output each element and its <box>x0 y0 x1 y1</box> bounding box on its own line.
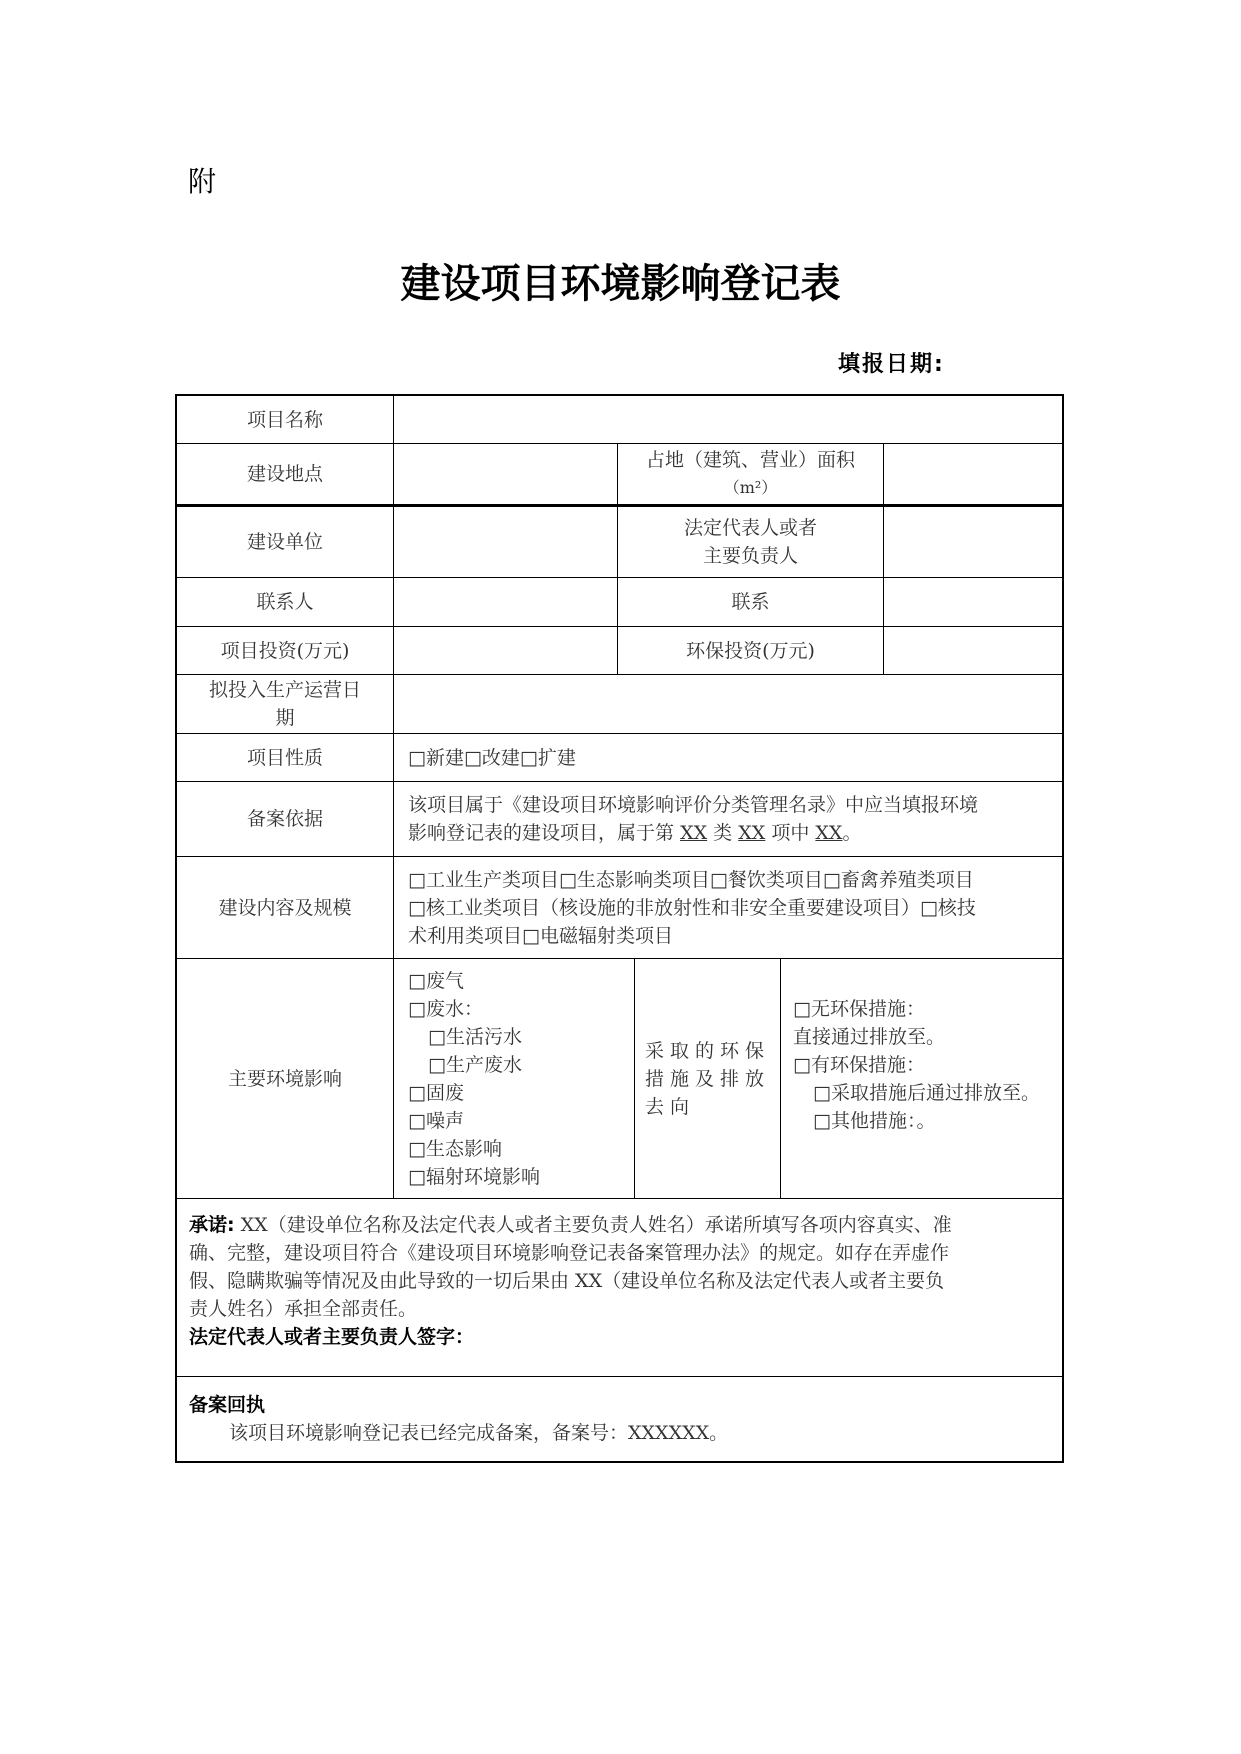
impact-waste-gas[interactable]: □废气 <box>408 969 464 992</box>
area-label-line1: 占地（建筑、营业）面积 <box>645 449 855 471</box>
measure-has[interactable]: □有环保措施： <box>793 1054 925 1076</box>
row-divider <box>177 1376 1062 1377</box>
area-label <box>618 444 883 504</box>
pledge-line3: 假、隐瞒欺骗等情况及由此导致的一切后果由 XX（建设单位名称及法定代表人或者主要负 <box>189 1270 945 1292</box>
pledge-line2: 确、完整，建设项目符合《建设项目环境影响登记表备案管理办法》的规定。如存在弄虚作 <box>189 1242 950 1264</box>
main-env-impact-label: 主要环境影响 <box>227 1067 342 1090</box>
row-divider <box>177 1198 1062 1199</box>
construction-unit-field[interactable] <box>394 506 617 577</box>
project-name-label: 项目名称 <box>246 408 323 431</box>
impact-radiation[interactable]: □辐射环境影响 <box>408 1165 540 1188</box>
area-field[interactable] <box>884 444 1062 504</box>
operation-date-label-line1: 拟投入生产运营日 <box>208 679 361 701</box>
content-scale-label: 建设内容及规模 <box>218 896 352 919</box>
construction-unit-label: 建设单位 <box>246 530 323 553</box>
nature-option-rebuild[interactable]: □改建 <box>463 746 520 769</box>
area-label-unit: （m²） <box>723 478 778 497</box>
operation-date-label-line2: 期 <box>275 707 295 729</box>
project-investment-field[interactable] <box>394 627 617 674</box>
measures-label-line2: 措施及排放 <box>645 1067 771 1090</box>
project-name-field[interactable] <box>394 396 1062 443</box>
signature-label: 法定代表人或者主要负责人签字： <box>189 1326 475 1348</box>
env-investment-field[interactable] <box>884 627 1062 674</box>
legal-rep-label-line1: 法定代表人或者 <box>683 516 817 539</box>
impact-options <box>394 959 634 1198</box>
contact-field[interactable] <box>884 578 1062 626</box>
content-line1[interactable]: □工业生产类项目□生态影响类项目□餐饮类项目□畜禽养殖类项目 <box>408 868 974 891</box>
measure-after-treatment[interactable]: □采取措施后通过排放至。 <box>813 1082 1040 1104</box>
content-line3[interactable]: 术利用类项目□电磁辐射类项目 <box>408 924 673 947</box>
impact-waste-water[interactable]: □废水： <box>408 997 483 1020</box>
legal-rep-label-line2: 主要负责人 <box>702 544 798 567</box>
pledge-section <box>189 1211 1051 1351</box>
legal-rep-field[interactable] <box>884 506 1062 577</box>
basis-item-value: XX <box>738 822 766 844</box>
location-field[interactable] <box>394 444 617 504</box>
filing-basis-text <box>394 782 1062 856</box>
measure-none[interactable]: □无环保措施： <box>793 998 925 1020</box>
basis-item-word: 项中 <box>771 822 810 844</box>
measures-label <box>635 959 780 1198</box>
content-scale-options <box>394 857 1062 958</box>
page-title: 建设项目环境影响登记表 <box>400 260 841 307</box>
legal-rep-label <box>618 506 883 577</box>
impact-domestic-sewage[interactable]: □生活污水 <box>428 1025 522 1048</box>
measures-label-line3: 去向 <box>645 1095 696 1118</box>
measures-options <box>781 959 1062 1198</box>
project-nature-options <box>394 734 1062 781</box>
nature-option-expand[interactable]: □扩建 <box>519 746 576 769</box>
nature-option-new[interactable]: □新建 <box>408 746 464 769</box>
filing-basis-label: 备案依据 <box>246 808 323 830</box>
registration-form-table <box>175 394 1064 1463</box>
basis-class-word: 类 <box>713 822 733 844</box>
env-investment-label: 环保投资(万元) <box>686 639 815 662</box>
pledge-line1: XX（建设单位名称及法定代表人或者主要负责人姓名）承诺所填写各项内容真实、准 <box>234 1214 952 1236</box>
project-investment-label: 项目投资(万元) <box>220 639 350 662</box>
basis-category-value: XX <box>680 822 708 844</box>
impact-production-wastewater[interactable]: □生产废水 <box>428 1053 522 1076</box>
basis-line1: 该项目属于《建设项目环境影响评价分类管理名录》中应当填报环境 <box>408 794 979 816</box>
fill-date-label: 填报日期: <box>838 352 945 377</box>
operation-date-field[interactable] <box>394 675 1062 733</box>
pledge-line4: 责人姓名）承担全部责任。 <box>189 1298 418 1320</box>
operation-date-label <box>177 675 393 733</box>
basis-line2 <box>408 819 978 847</box>
pledge-label: 承诺: <box>189 1214 235 1236</box>
basis-line2-prefix: 影响登记表的建设项目，属于第 <box>408 822 675 844</box>
receipt-text: 该项目环境影响登记表已经完成备案，备案号：XXXXXX。 <box>229 1422 729 1444</box>
basis-end: 。 <box>842 822 862 844</box>
project-nature-label: 项目性质 <box>246 746 323 769</box>
measure-other[interactable]: □其他措施：。 <box>813 1110 936 1132</box>
attachment-label: 附 <box>188 165 217 198</box>
impact-solid-waste[interactable]: □固废 <box>408 1081 464 1104</box>
impact-noise[interactable]: □噪声 <box>408 1109 464 1132</box>
location-label: 建设地点 <box>246 463 323 485</box>
contact-person-label: 联系人 <box>256 591 314 613</box>
impact-ecological[interactable]: □生态影响 <box>408 1137 502 1160</box>
measures-label-line1: 采取的环保 <box>645 1039 771 1062</box>
receipt-label: 备案回执 <box>189 1394 266 1416</box>
content-line2[interactable]: □核工业类项目（核设施的非放射性和非安全重要建设项目）□核技 <box>408 896 976 919</box>
measure-direct-discharge: 直接通过排放至。 <box>793 1026 946 1048</box>
contact-person-field[interactable] <box>394 578 617 626</box>
basis-sub-value: XX <box>815 822 843 844</box>
contact-label: 联系 <box>731 591 770 613</box>
filing-receipt-section <box>189 1391 1051 1447</box>
